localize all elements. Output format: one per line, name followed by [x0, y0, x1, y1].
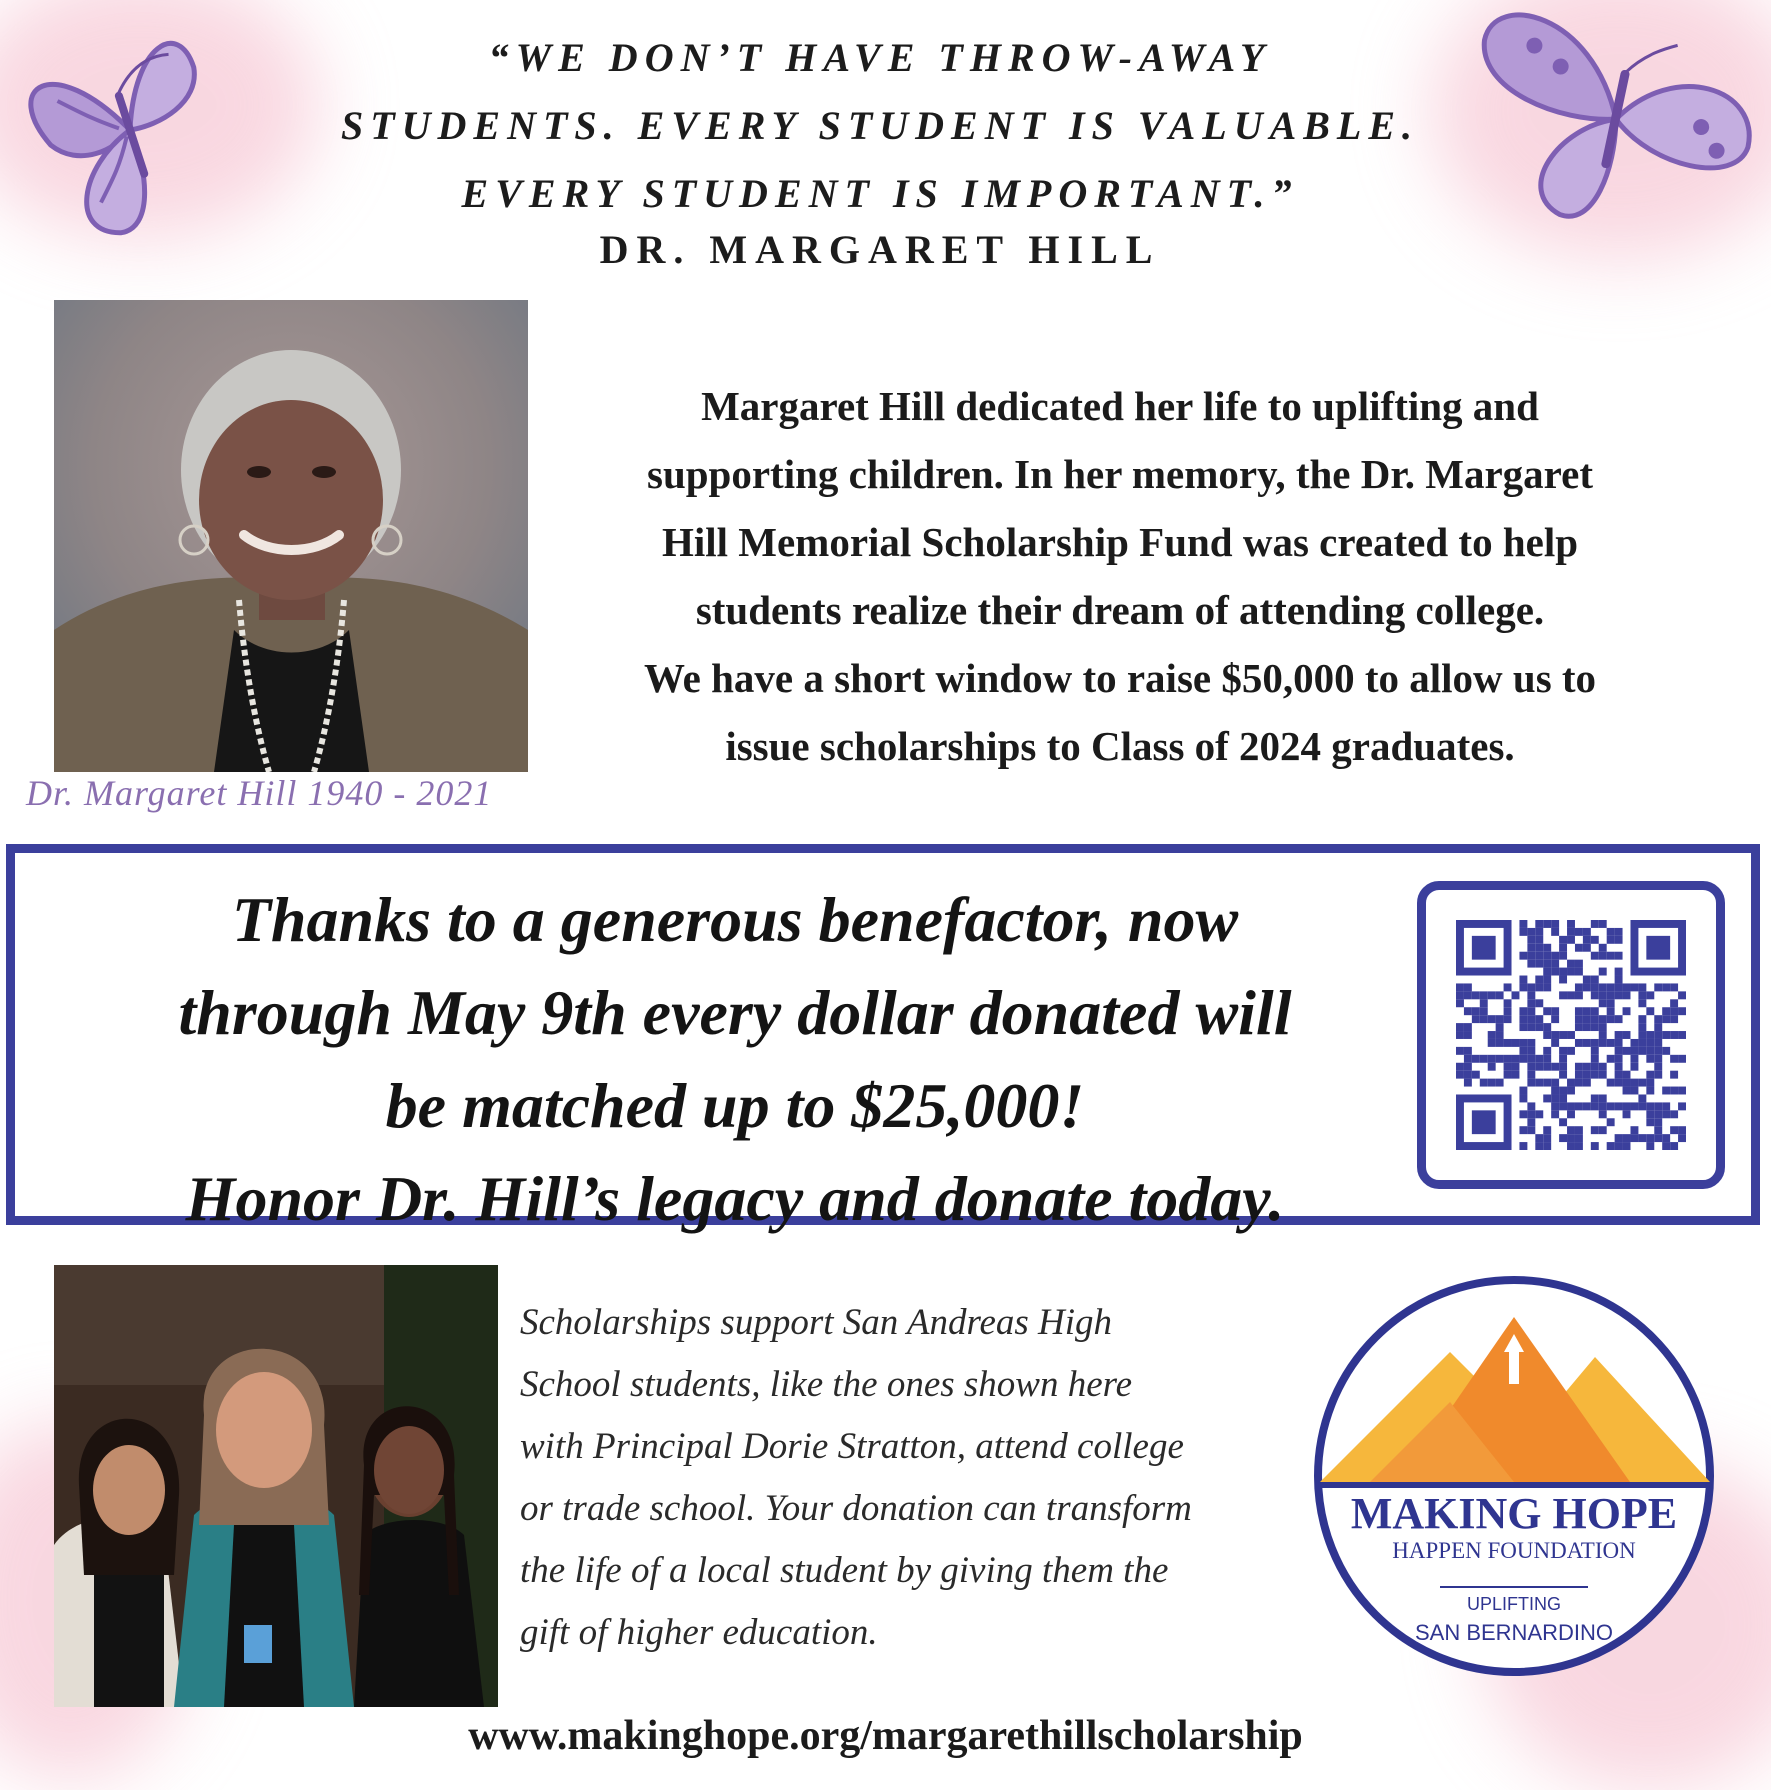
students-line: Scholarships support San Andreas High [520, 1302, 1113, 1343]
portrait-caption: Dr. Margaret Hill 1940 - 2021 [26, 773, 493, 813]
bio-line: Hill Memorial Scholarship Fund was created to help [661, 519, 1579, 565]
quote-line: STUDENTS. EVERY STUDENT IS VALUABLE. [340, 103, 1420, 148]
banner-line: Thanks to a generous benefactor, now [231, 884, 1239, 955]
donation-qr-code[interactable] [1417, 881, 1725, 1189]
bio-line: issue scholarships to Class of 2024 graduates. [725, 723, 1515, 769]
butterfly-left-icon [10, 10, 250, 250]
students-text [520, 1292, 1280, 1664]
logo-tagline-top: UPLIFTING [1466, 1594, 1561, 1614]
students-line: or trade school. Your donation can transform [520, 1488, 1192, 1529]
banner-text [55, 873, 1415, 1245]
making-hope-logo [1310, 1272, 1718, 1680]
logo-tagline-bottom: SAN BERNARDINO [1414, 1620, 1614, 1645]
logo-subtitle: HAPPEN FOUNDATION [1392, 1538, 1636, 1563]
bio-line: supporting children. In her memory, the Dr. Margaret [646, 451, 1593, 497]
bio-text [540, 372, 1700, 780]
quote-author: DR. MARGARET HILL [599, 227, 1161, 272]
students-line: gift of higher education. [520, 1612, 878, 1653]
quote-line: “WE DON’T HAVE THROW-AWAY [488, 35, 1272, 80]
bio-line: students realize their dream of attending college. [695, 587, 1545, 633]
banner-line: Honor Dr. Hill’s legacy and donate today. [185, 1163, 1285, 1234]
donation-url-link[interactable]: www.makinghope.org/margarethillscholarship [468, 1713, 1303, 1759]
qr-code-icon [1456, 920, 1686, 1150]
students-line: with Principal Dorie Stratton, attend college [520, 1426, 1184, 1467]
quote-line: EVERY STUDENT IS IMPORTANT.” [461, 171, 1299, 216]
students-line: School students, like the ones shown here [520, 1364, 1133, 1405]
students-photo [54, 1265, 498, 1707]
banner-line: through May 9th every dollar donated will [178, 977, 1292, 1048]
bio-line: Margaret Hill dedicated her life to uplifting and [701, 383, 1539, 429]
portrait-photo [54, 300, 528, 772]
quote-text [230, 24, 1530, 228]
students-line: the life of a local student by giving them the [520, 1550, 1169, 1591]
logo-title: MAKING HOPE [1350, 1489, 1678, 1538]
donation-banner [6, 844, 1760, 1234]
banner-line: be matched up to $25,000! [385, 1070, 1085, 1141]
bio-line: We have a short window to raise $50,000 to allow us to [643, 655, 1597, 701]
